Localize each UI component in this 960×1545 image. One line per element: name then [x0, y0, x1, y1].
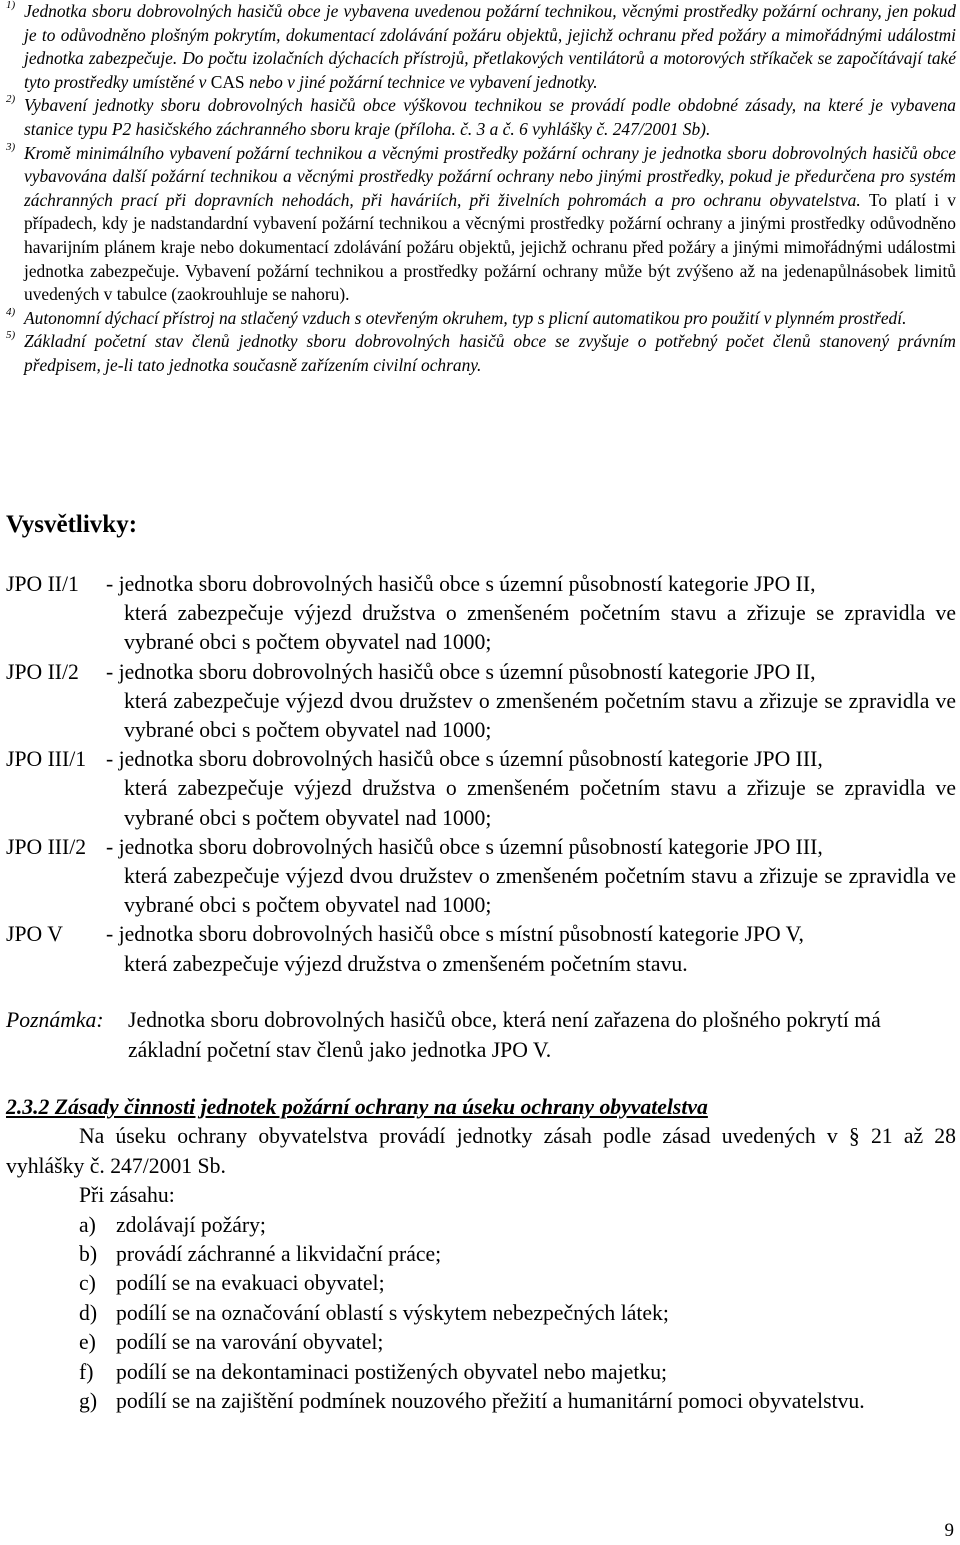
section-subheading: Při zásahu: [79, 1183, 175, 1208]
legend-text [106, 745, 956, 833]
footnote-abbrev: CAS [210, 71, 245, 92]
legend-first-line [106, 833, 956, 862]
legend-first-line [106, 745, 956, 774]
footnote-2 [6, 94, 956, 141]
legend-item [6, 920, 956, 978]
note [6, 1005, 956, 1065]
list-item-text: podílí se na označování oblastí s výskytem nebezpečných látek; [116, 1300, 669, 1325]
footnote-marker: 3) [6, 140, 16, 153]
footnote-text-upright: To platí i v případech, kdy je nadstandardní vybavení požární technikou a věcnými prostředky požární ochrany a jinými prostředky odůvodněno havarijním plánem kraje nebo dokumentací zdolávání požáru objektů, jejichž ochranu před požáry a jinými mimořádnými událostmi jednotka zabezpečuje. Vybavení požární technikou a prostředky požární ochrany může být zvýšeno až na jedenapůlnásobek limitů uvedených v tabulce (zaokrouhluje se nahoru). [24, 189, 956, 305]
footnote-marker: 4) [6, 305, 16, 318]
footnote-4 [6, 307, 956, 331]
legend-text [106, 920, 956, 978]
legend-text [106, 833, 956, 921]
section-title: 2.3.2 Zásady činnosti jednotek požární ochrany na úseku ochrany obyvatelstva [6, 1095, 708, 1119]
list-item-letter: c) [79, 1271, 96, 1296]
legend-item [6, 745, 956, 833]
list-item [6, 1387, 956, 1416]
footnote-marker: 5) [6, 329, 16, 342]
legend-code: JPO II/1 [6, 572, 79, 596]
list-item-letter: f) [79, 1359, 94, 1384]
legend-code: JPO III/1 [6, 747, 87, 772]
legend-item [6, 658, 956, 746]
legend-code: JPO II/2 [6, 659, 79, 684]
legend-desc: jednotka sboru dobrovolných hasičů obce s místní působností kategorie JPO V, [118, 922, 804, 947]
legend-desc-cont: která zabezpečuje výjezd družstva o zmenšeném početním stavu a zřizuje se zpravidla ve vybrané obci s počtem obyvatel nad 1000; [124, 601, 956, 655]
legend-dash: - [106, 747, 119, 772]
legend-dash: - [106, 834, 119, 859]
footnote-3 [6, 142, 956, 307]
footnotes [6, 0, 956, 378]
section-2-3-2 [6, 1093, 956, 1416]
list-item-text: zdolávají požáry; [116, 1212, 266, 1237]
legend-dash: - [106, 922, 119, 947]
legend-desc-cont: která zabezpečuje výjezd družstva o zmenšeném početním stavu. [124, 951, 688, 976]
legend-first-line [106, 920, 956, 949]
list-item-text: podílí se na dekontaminaci postižených obyvatel nebo majetku; [116, 1359, 668, 1384]
legend-text [106, 658, 956, 746]
legend-desc: jednotka sboru dobrovolných hasičů obce s územní působností kategorie JPO II, [118, 659, 816, 684]
legend-code: JPO V [6, 922, 63, 947]
footnote-5 [6, 330, 956, 377]
footnote-marker: 1) [6, 0, 16, 11]
legend-first-line [106, 570, 956, 599]
footnote-text: Autonomní dýchací přístroj na stlačený vzduch s otevřeným okruhem, typ s plicní automatikou pro použití v plynném prostředí. [24, 307, 907, 328]
footnote-text: Základní početní stav členů jednotky sboru dobrovolných hasičů obce se zvyšuje o potřebný počet členů stanovený právním předpisem, je-li tato jednotka současně zařízením civilní ochrany. [24, 331, 956, 375]
legend-dash: - [106, 659, 119, 684]
legend-desc-cont: která zabezpečuje výjezd dvou družstev o zmenšeném početním stavu a zřizuje se zpravidla ve vybrané obci s počtem obyvatel nad 1000; [124, 864, 956, 918]
footnote-marker: 2) [6, 93, 16, 106]
footnote-text-end: nebo v jiné požární technice ve vybavení jednotky. [248, 71, 598, 92]
section-intro: Na úseku ochrany obyvatelstva provádí jednotky zásah podle zásad uvedených v § 21 až 28 vyhlášky č. 247/2001 Sb. [6, 1124, 956, 1178]
list-item [6, 1269, 956, 1298]
legend-item [6, 570, 956, 658]
list-item-letter: e) [79, 1330, 96, 1355]
legend-desc-cont: která zabezpečuje výjezd dvou družstev o zmenšeném početním stavu a zřizuje se zpravidla ve vybrané obci s počtem obyvatel nad 1000; [124, 688, 956, 743]
legend-desc: jednotka sboru dobrovolných hasičů obce s územní působností kategorie JPO III, [118, 834, 823, 859]
list-item [6, 1211, 956, 1240]
note-text: Jednotka sboru dobrovolných hasičů obce, která není zařazena do plošného pokrytí má základní početní stav členů jako jednotka JPO V. [128, 1008, 881, 1062]
page-number: 9 [944, 1520, 954, 1541]
list-item [6, 1328, 956, 1357]
list-item [6, 1358, 956, 1387]
list-item-letter: a) [79, 1212, 96, 1237]
list-item [6, 1299, 956, 1328]
footnote-text: Jednotka sboru dobrovolných hasičů obce je vybavena uvedenou požární technikou, věcnými prostředky požární ochrany, jen pokud je to odůvodněno plošným pokrytím, dokumentací zdolávání požáru objektů, jejichž ochranu před požáry a mimořádnými událostmi jednotka zabezpečuje. Do počtu izolačních dýchacích přístrojů, přetlakových ventilátorů a motorových stříkaček se započítávají také tyto prostředky umístěné v [24, 1, 956, 92]
list-item-text: podílí se na zajištění podmínek nouzového přežití a humanitární pomoci obyvatelstvu. [116, 1389, 865, 1414]
legend-text [106, 570, 956, 658]
legend-code: JPO III/2 [6, 834, 87, 859]
legend-list [6, 570, 956, 979]
footnote-text: Vybavení jednotky sboru dobrovolných hasičů obce výškovou technikou se provádí podle obdobné zásady, na které je vybavena stanice typu P2 hasičského záchranného sboru kraje (příloha. č. 3 a č. 6 vyhlášky č. 247/2001 Sb). [24, 95, 956, 139]
note-label: Poznámka: [6, 1008, 104, 1032]
legend-first-line [106, 658, 956, 687]
legend-title: Vysvětlivky: [6, 511, 138, 538]
list-item-letter: b) [79, 1242, 98, 1267]
list-item-letter: d) [79, 1300, 98, 1325]
list-item-letter: g) [79, 1389, 98, 1414]
legend-dash: - [106, 572, 119, 596]
list-item [6, 1240, 956, 1269]
legend-item [6, 833, 956, 921]
footnote-text: Kromě minimálního vybavení požární technikou a věcnými prostředky požární ochrany je jednotka sboru dobrovolných hasičů obce vybavována další požární technikou a věcnými prostředky požární ochrany nebo jinými prostředky, pokud je předurčena pro systém záchranných prací při dopravních nehodách, při haváriích, při živelních pohromách a pro ochranu obyvatelstva. [24, 142, 956, 210]
legend-desc: jednotka sboru dobrovolných hasičů obce s územní působností kategorie JPO II, [118, 572, 816, 596]
list-item-text: podílí se na evakuaci obyvatel; [116, 1271, 385, 1296]
list-item-text: podílí se na varování obyvatel; [116, 1330, 384, 1355]
legend-desc-cont: která zabezpečuje výjezd družstva o zmenšeném početním stavu a zřizuje se zpravidla ve vybrané obci s počtem obyvatel nad 1000; [124, 776, 956, 830]
footnote-1 [6, 0, 956, 94]
list-item-text: provádí záchranné a likvidační práce; [116, 1242, 442, 1267]
legend-desc: jednotka sboru dobrovolných hasičů obce s územní působností kategorie JPO III, [118, 747, 823, 772]
